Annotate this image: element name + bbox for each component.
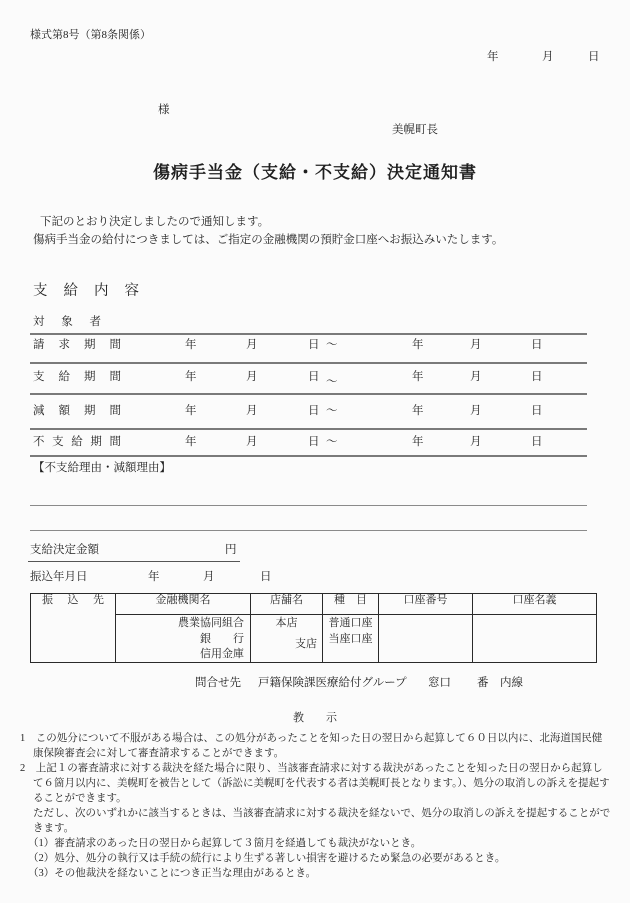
notice-line: 2 上記１の審査請求に対する裁決を経た場合に限り、当該審査請求に対する裁決があったことを知った日の翌日から起算し — [20, 763, 603, 774]
col-header-account-number: 口座番号 — [379, 594, 473, 615]
notice-heading: 教 示 — [293, 712, 337, 724]
day-label: 日 — [260, 571, 272, 583]
month-label: 月 — [246, 339, 258, 351]
intro-line-1: 下記のとおり決定しましたので通知します。 — [40, 216, 270, 228]
day-label: 日 — [531, 405, 543, 417]
issue-date-day-label: 日 — [588, 51, 600, 63]
reason-write-line-2 — [30, 530, 587, 531]
account-name-cell — [473, 615, 597, 663]
branch-option-branch: 支店 — [295, 637, 317, 650]
account-number-cell — [379, 615, 473, 663]
document-title: 傷病手当金（支給・不支給）決定通知書 — [153, 163, 477, 182]
notice-line: て６箇月以内に、美幌町を被告として（訴訟に美幌町を代表する者は美幌町長となります。）、処分の取消しの訴えを提起す — [33, 778, 610, 789]
divider — [30, 393, 587, 395]
year-label: 年 — [148, 571, 160, 583]
claim-period-label: 請求期間 — [33, 339, 121, 351]
institution-option-jas: 農業協同組合 — [178, 617, 244, 629]
contact-window: 窓口 — [428, 677, 451, 689]
table-data-row — [31, 615, 597, 663]
col-header-account-type: 種 目 — [323, 594, 379, 615]
year-label: 年 — [185, 436, 197, 448]
addressee-suffix: 様 — [158, 104, 170, 116]
issue-date-month — [542, 50, 554, 64]
amount-underline — [28, 561, 240, 562]
account-type-cell — [323, 615, 379, 663]
year-label: 年 — [412, 339, 424, 351]
range-tilde: ～ — [326, 376, 338, 388]
col-header-branch: 店舗名 — [251, 594, 323, 615]
issue-date-day — [588, 50, 600, 64]
payment-period-label: 支給期間 — [33, 371, 121, 383]
form-number: 様式第8号（第8条関係） — [30, 29, 151, 41]
day-label: 日 — [308, 436, 320, 448]
year-label: 年 — [185, 405, 197, 417]
reduction-period-row — [30, 404, 590, 420]
payment-section-heading — [33, 282, 139, 300]
divider-under-target — [30, 333, 587, 335]
range-tilde: ～ — [326, 405, 338, 417]
col-header-institution: 金融機関名 — [116, 594, 251, 615]
contact-number: 番 — [477, 677, 489, 689]
notice-line: （1）審査請求のあった日の翌日から起算して３箇月を経過しても裁決がないとき。 — [28, 838, 422, 849]
divider — [30, 455, 587, 457]
month-label: 月 — [203, 571, 215, 583]
table-header-row — [31, 594, 597, 615]
year-label: 年 — [185, 339, 197, 351]
col-header-account-name: 口座名義 — [473, 594, 597, 615]
issue-date — [487, 50, 499, 64]
nonpayment-period-row — [30, 435, 590, 451]
nonpayment-reason-label: 【不支給理由・減額理由】 — [33, 462, 171, 474]
day-label: 日 — [531, 436, 543, 448]
month-label: 月 — [470, 339, 482, 351]
notice-line: きます。 — [33, 823, 75, 834]
notice-line: 1 この処分について不服がある場合は、この処分があったことを知った日の翌日から起算して６０日以内に、北海道国民健 — [20, 733, 603, 744]
contact-label: 問合せ先 — [195, 677, 241, 689]
issue-date-month-label: 月 — [542, 51, 554, 63]
year-label: 年 — [412, 371, 424, 383]
year-label: 年 — [185, 371, 197, 383]
range-tilde: ～ — [326, 436, 338, 448]
institution-option-bank: 銀 行 — [200, 632, 244, 645]
account-type-ordinary: 普通口座 — [328, 617, 373, 629]
claim-period-row — [30, 338, 590, 354]
month-label: 月 — [470, 436, 482, 448]
transfer-date-label: 振込年月日 — [30, 571, 88, 583]
day-label: 日 — [531, 339, 543, 351]
month-label: 月 — [246, 436, 258, 448]
notice-text-block — [0, 731, 630, 881]
notice-line: 康保険審査会に対して審査請求することができます。 — [33, 748, 285, 759]
branch-cell — [251, 615, 323, 663]
divider — [30, 428, 587, 430]
transfer-destination-table — [30, 593, 597, 663]
payment-section-heading-text: 支給内容 — [33, 283, 139, 299]
year-label: 年 — [412, 436, 424, 448]
day-label: 日 — [531, 371, 543, 383]
notice-line: （3）その他裁決を経ないことにつき正当な理由があるとき。 — [28, 868, 317, 879]
institution-option-shinkin: 信用金庫 — [200, 648, 244, 660]
payee-label: 振込先 — [42, 594, 104, 606]
contact-extension: 内線 — [500, 677, 523, 689]
contact-office: 戸籍保険課医療給付グループ — [258, 677, 407, 689]
year-label: 年 — [412, 405, 424, 417]
notice-line: ることができます。 — [33, 793, 127, 804]
notice-line: （2）処分、処分の執行又は手続の続行により生ずる著しい損害を避けるため緊急の必要があるとき。 — [28, 853, 506, 864]
reduction-period-label: 減額期間 — [33, 405, 121, 417]
payee-cell — [31, 594, 116, 663]
issuer-name: 美幌町長 — [392, 124, 438, 136]
issue-date-year-label: 年 — [487, 51, 499, 63]
day-label: 日 — [308, 371, 320, 383]
intro-line-2: 傷病手当金の給付につきましては、ご指定の金融機関の預貯金口座へお振込みいたします。 — [33, 234, 504, 246]
target-person-label — [33, 315, 101, 329]
day-label: 日 — [308, 405, 320, 417]
nonpayment-period-label: 不支給期間 — [33, 436, 121, 448]
month-label: 月 — [246, 371, 258, 383]
account-type-current: 当座口座 — [328, 632, 373, 645]
range-tilde: ～ — [326, 339, 338, 351]
notice-line: ただし、次のいずれかに該当するときは、当該審査請求に対する裁決を経ないで、処分の取消しの訴えを提起することがで — [33, 808, 611, 819]
month-label: 月 — [246, 405, 258, 417]
institution-cell — [116, 615, 251, 663]
month-label: 月 — [470, 405, 482, 417]
decided-amount-label: 支給決定金額 — [30, 544, 99, 556]
target-person-label-text: 対象者 — [33, 316, 101, 328]
month-label: 月 — [470, 371, 482, 383]
reason-write-line-1 — [30, 505, 587, 506]
branch-option-head-office: 本店 — [275, 617, 298, 629]
divider — [30, 362, 587, 364]
payment-period-row — [30, 370, 590, 386]
yen-unit-label: 円 — [225, 544, 237, 556]
day-label: 日 — [308, 339, 320, 351]
